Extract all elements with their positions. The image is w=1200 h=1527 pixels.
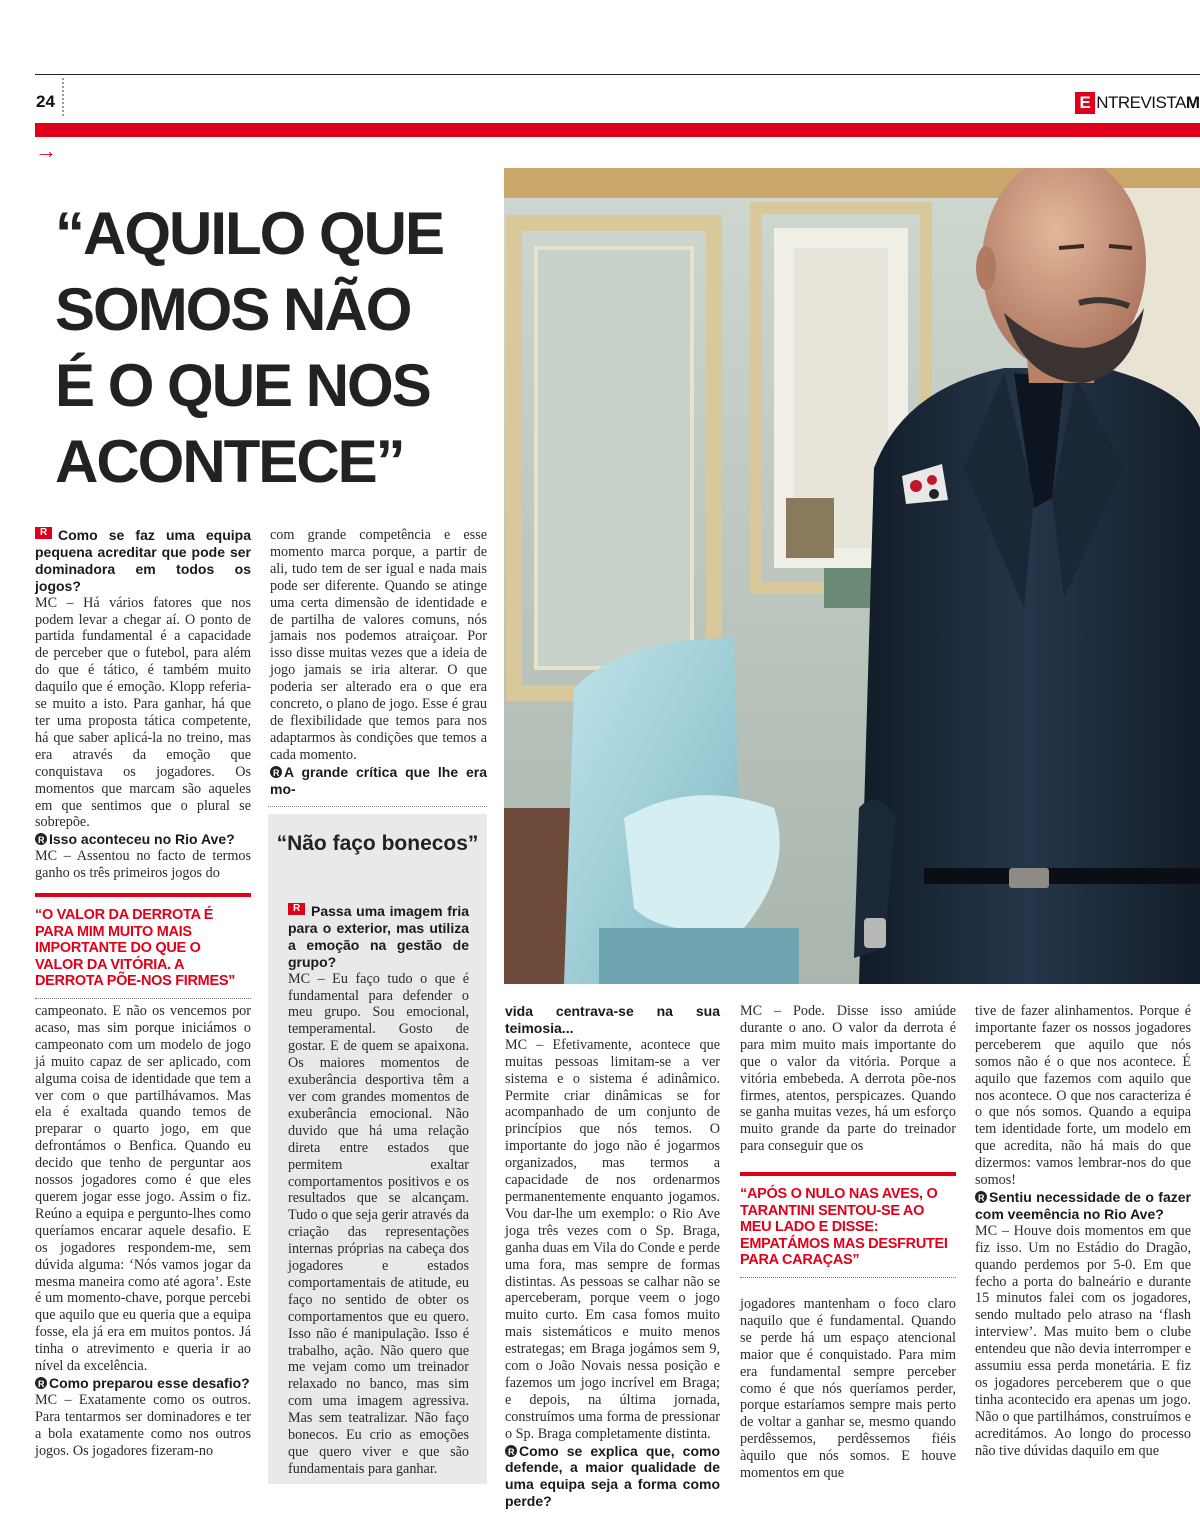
answer-6: MC – Efetivamente, acontece que muitas pessoas limitam-se a ver sistema e o sistema é adinâmico. Permite criar dinâmicas se for acompanhado de um conjunto de princípios que nós temos. O importante do jogo não é jogarmos organizados, mas termos a capacidade de nos ordenarmos permanentemente enquanto jogamos. Vou dar-lhe um exemplo: o Rio Ave joga três vezes com o Sp. Braga, ganha duas em Vila do Conde e perde uma fora, mas sempre de formas distintas. As pessoas se calhar não se aperceberam, porque veem o jogo muito curto. Em casa fomos muito mais sistemáticos e muito menos estrategas; em Braga jogámos sem 9, com o João Novais nessa posição e fazemos um jogo incrível em Braga; e depois, na última jornada, construímos uma forma de pressionar o Sp. Braga completamente distinta. <box>505 1036 720 1442</box>
answer-8: jogadores mantenham o foco claro naquilo que é fundamental. Quando se perde há um espaço atencional maior que é conquistado. Para mim era fundamental sempre perceber como é que nós queríamos perder, porque estaríamos sempre mais perto de voltar a ganhar se, mesmo quando perdêssemos, perdêssemos fiéis àquilo que nós somos. E houve momentos em que <box>740 1296 956 1482</box>
section-e-badge: E <box>1075 92 1095 114</box>
question-3: RA grande crítica que lhe era mo- <box>270 764 487 798</box>
pull-quote-1: “O VALOR DA DERROTA É PARA MIM MUITO MAIS IMPORTANTE DO QUE O VALOR DA VITÓRIA. A DERROTA PÕE-NOS FIRMES” <box>35 893 251 999</box>
answer-9: tive de fazer alinhamentos. Porque é importante fazer os nossos jogadores perceberem que aquilo que nós somos não é o que nos acontece. É aquilo que fazemos com aquilo que nos acontece. O que nos caracteriza é o que nós somos. Quando a equipa tem identidade forte, um modelo em que acredita, não há mais do que dizermos: vamos lembrar-nos do que somos! <box>975 1003 1191 1189</box>
article-column-4-bottom <box>740 1296 956 1482</box>
headline-line-3: É O QUE NOS <box>55 352 430 419</box>
header-red-bar <box>35 123 1200 137</box>
article-column-2 <box>270 527 487 798</box>
sidebar-answer: MC – Eu faço tudo o que é fundamental para defender o meu grupo. Sou emocional, temperamental. Gosto de gostar. E de quem se apaixona. Os maiores momentos de exuberância desportiva têm a ver com grandes momentos de exuberância emocional. Não duvido que há uma relação direta entre estados que permitem exaltar comportamentos positivos e os resultados que se alcançam. Tudo o que seja gerir através da criação das representações internas próprias na cabeça dos jogadores e estados comportamentais de atitude, eu faço no sentido de obter os comportamentos que eu quero. Isso não é manipulação. Isso é trabalho, ação. Não quero que me vejam como um treinador relaxado no banco, mas sim com uma imagem agressiva. Mas sem teatralizar. Não faço bonecos. Eu crio as emoções que quero viver e que são fundamentais para ganhar. <box>288 970 469 1477</box>
headline-line-1: “AQUILO QUE <box>55 200 444 267</box>
question-tail: vida centrava-se na sua teimosia... <box>505 1003 720 1036</box>
article-column-1-bottom <box>35 1003 251 1459</box>
question-badge-icon <box>35 1377 47 1389</box>
arrow-icon: → <box>35 138 57 163</box>
sidebar-title: “Não faço bonecos” <box>276 832 479 855</box>
headline <box>55 196 495 500</box>
headline-line-2: SOMOS NÃO <box>55 276 411 343</box>
article-column-5 <box>975 1003 1191 1459</box>
question-2: RIsso aconteceu no Rio Ave? <box>35 831 251 848</box>
question-4: RComo preparou esse desafio? <box>35 1375 251 1392</box>
page-number: 24 <box>36 92 55 111</box>
section-label <box>1075 92 1200 114</box>
answer-1: MC – Há vários fatores que nos podem levar a chegar aí. O ponto de partida fundamental é a capacidade de perceber que o futebol, para além do que é tático, é também muito daquilo que é emoção. Klopp referia-se muito a isto. Para ganhar, há que ter uma proposta tática competente, há que saber aplicá-la no treino, mas era através da emoção que conquistava os jogadores. Os momentos que marcam são aqueles em que sentimos que o plural se sobrepõe. <box>35 594 251 831</box>
headline-line-4: ACONTECE” <box>55 428 404 495</box>
section-text: NTREVISTA <box>1096 93 1186 112</box>
portrait-illustration <box>504 168 1200 984</box>
article-column-3 <box>505 1003 720 1510</box>
sidebar-text <box>288 903 469 1478</box>
sidebar-question: RPassa uma imagem fria para o exterior, mas utiliza a emoção na gestão de grupo? <box>288 903 469 971</box>
answer-4: campeonato. E não os vencemos por acaso, mas sim porque iniciámos o campeonato com um modelo de jogo já muito capaz de ser aplicado, com alguma coisa de identidade que tem a ver com o que partilhávamos. Mas ela é exaltada quando temos de preparar o quarto jogo, em que defrontámos o Benfica. Quando eu decido que tenho de perguntar aos nossos jogadores como é que eles querem jogar esse jogo. Assim o fiz. Reúno a equipa e pergunto-lhes como queríamos encarar aquele desafio. E os jogadores respondem-me, sem dúvida alguma: ‘Nós vamos jogar da mesma maneira como até agora’. Este é um momento-chave, porque percebi que aquilo que eu queria que a equipa fosse, ela já era em muitos pontos. Já tinha o atrevimento e queria ir ao nível da excelência. <box>35 1003 251 1375</box>
question-badge-icon <box>288 903 305 915</box>
question-badge-icon <box>35 527 52 539</box>
answer-2: MC – Assentou no facto de termos ganho os três primeiros jogos do <box>35 848 251 882</box>
article-column-4 <box>740 1003 956 1155</box>
section-tail: M <box>1185 93 1200 112</box>
answer-10: MC – Houve dois momentos em que fiz isso. Um no Estádio do Dragão, quando perdemos por 5-0. Em que fecho a porta do balneário e durante 15 minutos falei com os jogadores, sendo multado pelo atraso na ‘flash interview’. Mas muito bem o clube entendeu que não devia interromper e assumiu essa perda monetária. E fiz os jogadores perceberem que o que tinha acontecido era apenas um jogo. Não o que partilhámos, construímos e acreditámos. Ao longo do processo não tive dúvidas daquilo em que <box>975 1222 1191 1459</box>
question-badge-icon <box>35 833 47 845</box>
question-5: RComo se explica que, como defende, a maior qualidade de uma equipa seja a forma como perde? <box>505 1443 720 1511</box>
question-badge-icon <box>975 1191 987 1203</box>
article-column-1 <box>35 527 251 882</box>
top-rule <box>35 74 1200 75</box>
answer-5: MC – Exatamente como os outros. Para tentarmos ser dominadores e ter a bola exatamente como nos outros jogos. Os jogadores fizeram-no <box>35 1391 251 1459</box>
question-badge-icon <box>505 1445 517 1457</box>
question-badge-icon <box>270 766 282 778</box>
header-dotted-divider <box>62 78 64 116</box>
column-divider <box>268 806 487 807</box>
question-6: RSentiu necessidade de o fazer com veemência no Rio Ave? <box>975 1189 1191 1223</box>
portrait-photo <box>504 168 1200 984</box>
question-1: RComo se faz uma equipa pequena acreditar que pode ser dominadora em todos os jogos? <box>35 527 251 595</box>
answer-7: MC – Pode. Disse isso amiúde durante o ano. O valor da derrota é para mim muito mais importante do que o valor da vitória. Porque a vitória embebeda. A derrota põe-nos firmes, atentos, perspicazes. Quando se ganha muitas vezes, há um esforço muito grande da parte do treinador para conseguir que os <box>740 1003 956 1155</box>
pull-quote-2: “APÓS O NULO NAS AVES, O TARANTINI SENTOU-SE AO MEU LADO E DISSE: EMPATÁMOS MAS DESFRUTEI PARA CARAÇAS” <box>740 1172 956 1278</box>
answer-3: com grande competência e esse momento marca porque, a partir de ali, tudo tem de ser igual e nada mais pode ser diferente. Quando se atinge uma certa dimensão de identidade e de partilha de valores comuns, nós jamais nos podemos atraiçoar. Por isso disse muitas vezes que a ideia de jogo jamais se iria alterar. O que poderia ser alterado era o que era concreto, o plano de jogo. Esse é grau de flexibilidade que temos para nos adaptarmos às condições que temos a cada momento. <box>270 527 487 763</box>
